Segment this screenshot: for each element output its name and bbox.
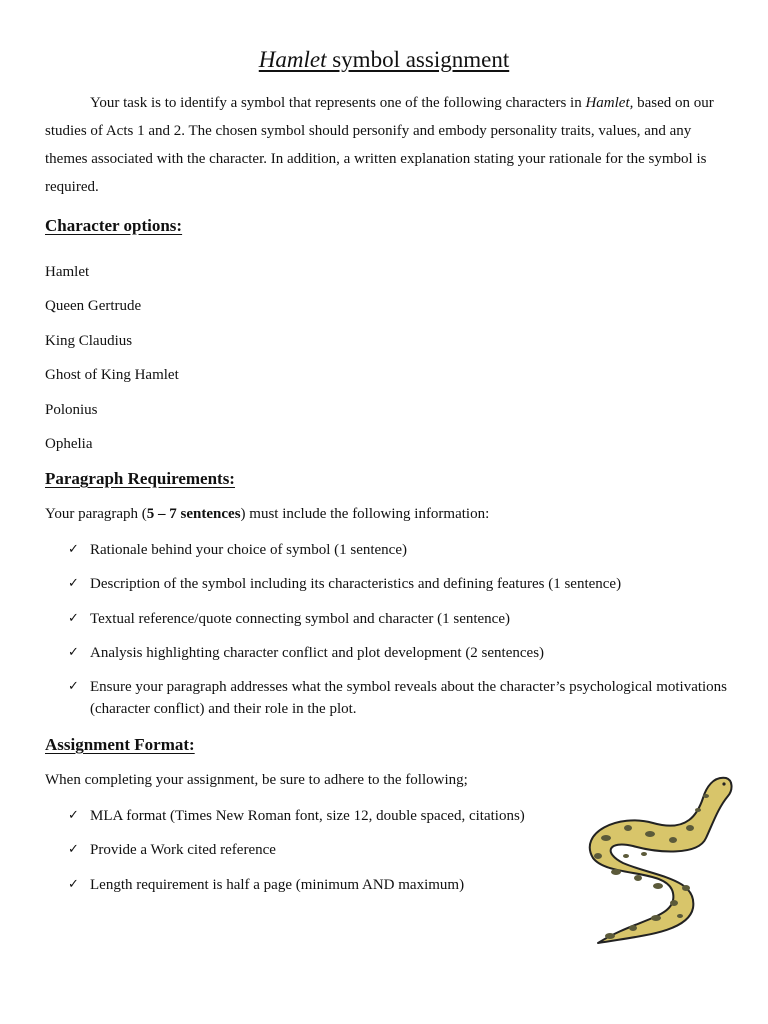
checkmark-icon: ✓: [68, 876, 79, 892]
snake-eye: [722, 782, 725, 785]
list-item: Polonius: [45, 401, 98, 418]
checkmark-icon: ✓: [68, 576, 79, 592]
list-item: Hamlet: [45, 264, 90, 280]
checklist-item: ✓ Rationale behind your choice of symbol (1 sentence): [68, 539, 728, 561]
checklist-item: ✓ Textual reference/quote connecting symbol and character (1 sentence): [68, 608, 728, 630]
checkmark-icon: ✓: [68, 610, 79, 626]
page-title: Hamlet symbol assignment: [258, 47, 510, 72]
checklist-item: ✓ MLA format (Times New Roman font, size 12, double spaced, citations): [68, 805, 568, 827]
intro-paragraph: Your task is to identify a symbol that represents one of the following characters in Hamlet, based on our studies of Acts 1 and 2. The chosen symbol should personify and embody personality traits, values, and any themes associated with the character. In addition, a written explanation stating your rationale for the symbol is required.: [45, 95, 714, 195]
checklist-item: ✓ Description of the symbol including its characteristics and defining features (1 sentence): [68, 573, 728, 595]
checklist-item: ✓ Ensure your paragraph addresses what the symbol reveals about the character’s psychological motivations (character conflict) and their role in the plot.: [68, 676, 728, 720]
character-options-heading: Character options:: [45, 216, 183, 235]
snake-illustration: [578, 768, 738, 948]
character-list: [45, 262, 179, 468]
format-checklist: [68, 805, 568, 908]
list-item: Queen Gertrude: [45, 298, 142, 315]
checkmark-icon: ✓: [68, 542, 79, 557]
paragraph-requirements-lead: Your paragraph (5 – 7 sentences) must include the following information:: [45, 506, 490, 522]
list-item: King Claudius: [45, 332, 133, 349]
assignment-format-lead: When completing your assignment, be sure to adhere to the following;: [45, 772, 468, 788]
checkmark-icon: ✓: [68, 679, 79, 695]
checklist-item: ✓ Provide a Work cited reference: [68, 839, 568, 861]
paragraph-requirements-heading: Paragraph Requirements:: [45, 469, 235, 488]
checkmark-icon: ✓: [68, 644, 79, 660]
requirements-checklist: [68, 539, 728, 732]
list-item: Ghost of King Hamlet: [45, 367, 179, 384]
assignment-format-heading: Assignment Format:: [45, 735, 195, 754]
checkmark-icon: ✓: [68, 808, 79, 823]
checkmark-icon: ✓: [68, 842, 79, 858]
checklist-item: ✓ Length requirement is half a page (minimum AND maximum): [68, 874, 568, 896]
checklist-item: ✓ Analysis highlighting character conflict and plot development (2 sentences): [68, 642, 728, 664]
list-item: Ophelia: [45, 435, 93, 452]
